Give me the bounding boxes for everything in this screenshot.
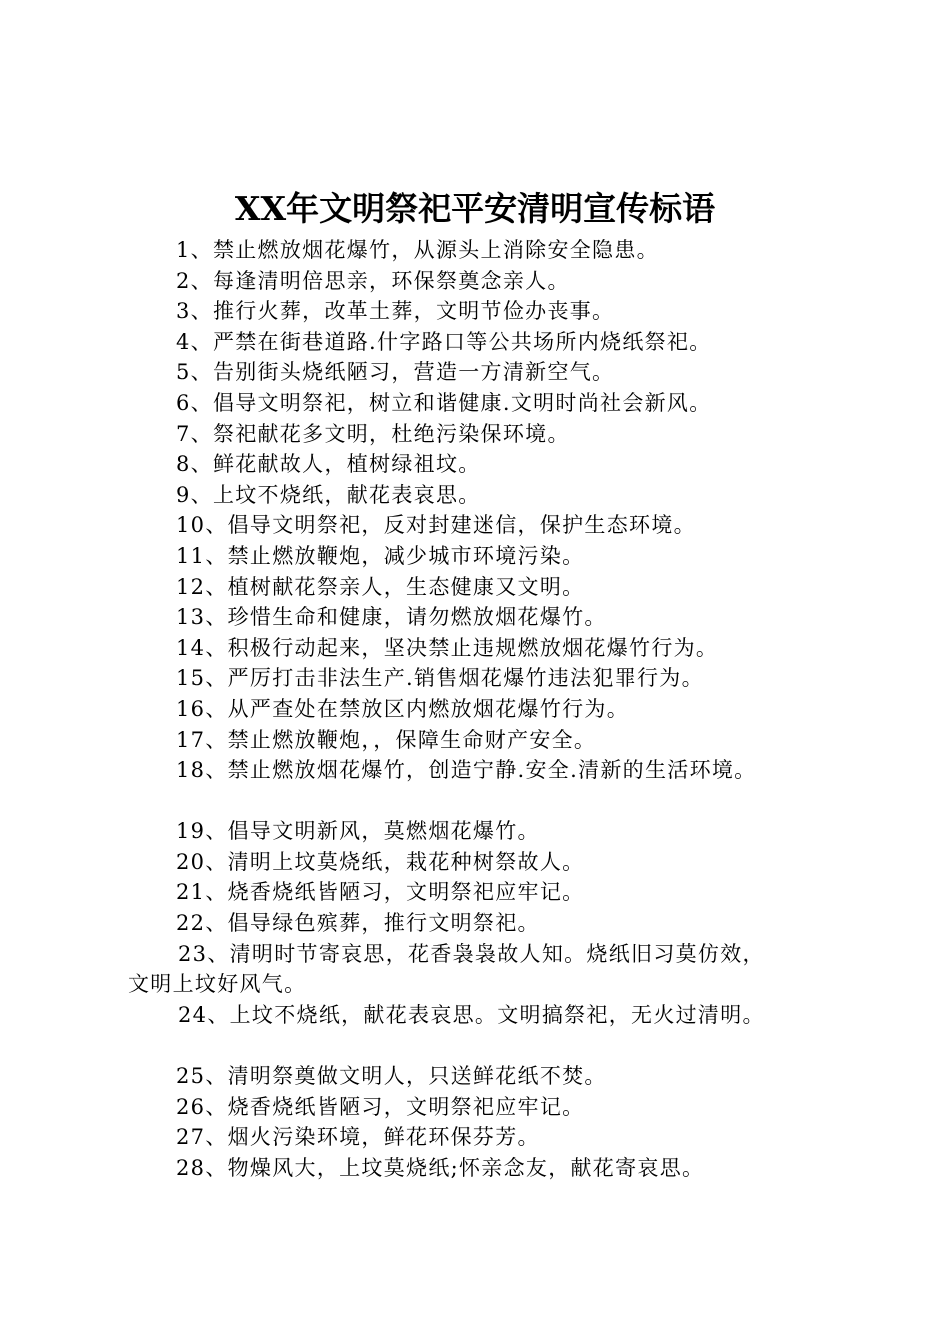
list-item: 28、物燥风大，上坟莫烧纸;怀亲念友，献花寄哀思。 (176, 1155, 705, 1180)
list-item: 1、禁止燃放烟花爆竹，从源头上消除安全隐患。 (176, 238, 659, 262)
list-item: 13、珍惜生命和健康，请勿燃放烟花爆竹。 (176, 605, 607, 630)
list-item: 9、上坟不烧纸，献花表哀思。 (176, 482, 481, 507)
slogan-list (0, 235, 950, 1183)
list-item: 23、清明时节寄哀思，花香袅袅故人知。烧纸旧习莫仿效， (178, 941, 765, 966)
list-item: 5、告别街头烧纸陋习，营造一方清新空气。 (176, 360, 615, 385)
list-item: 2、每逢清明倍思亲，环保祭奠念亲人。 (176, 268, 570, 293)
page-title: XX年文明祭祀平安清明宣传标语 (234, 189, 716, 228)
list-item: 21、烧香烧纸皆陋习，文明祭祀应牢记。 (176, 880, 585, 905)
list-item: 24、上坟不烧纸，献花表哀思。文明搞祭祀，无火过清明。 (178, 1002, 765, 1027)
list-item: 22、倡导绿色殡葬，推行文明祭祀。 (176, 911, 540, 936)
list-item: 25、清明祭奠做文明人，只送鲜花纸不焚。 (176, 1064, 607, 1089)
list-item: 3、推行火葬，改革土葬，文明节俭办丧事。 (176, 299, 615, 324)
list-item: 8、鲜花献故人，植树绿祖坟。 (176, 452, 481, 477)
list-item: 26、烧香烧纸皆陋习，文明祭祀应牢记。 (176, 1094, 585, 1119)
list-item: 19、倡导文明新风，莫燃烟花爆竹。 (176, 819, 540, 844)
list-item: 12、植树献花祭亲人，生态健康又文明。 (176, 574, 585, 599)
list-item: 20、清明上坟莫烧纸，栽花种树祭故人。 (176, 849, 585, 874)
list-item: 15、严厉打击非法生产.销售烟花爆竹违法犯罪行为。 (176, 666, 704, 691)
list-item: 10、倡导文明祭祀，反对封建迷信，保护生态环境。 (176, 513, 696, 538)
list-item: 18、禁止燃放烟花爆竹，创造宁静.安全.清新的生活环境。 (176, 758, 757, 783)
list-item: 14、积极行动起来，坚决禁止违规燃放烟花爆竹行为。 (176, 635, 719, 660)
list-item: 6、倡导文明祭祀，树立和谐健康.文明时尚社会新风。 (176, 390, 712, 415)
list-item-continuation: 文明上坟好风气。 (128, 972, 307, 997)
list-item: 27、烟火污染环境，鲜花环保芬芳。 (176, 1125, 540, 1150)
list-item: 17、禁止燃放鞭炮，，保障生命财产安全。 (176, 727, 597, 752)
list-item: 7、祭祀献花多文明，杜绝污染保环境。 (176, 421, 570, 446)
list-item: 11、禁止燃放鞭炮，减少城市环境污染。 (176, 543, 585, 568)
list-item: 16、从严查处在禁放区内燃放烟花爆竹行为。 (176, 696, 630, 721)
list-item: 4、严禁在街巷道路.什字路口等公共场所内烧纸祭祀。 (176, 329, 712, 354)
